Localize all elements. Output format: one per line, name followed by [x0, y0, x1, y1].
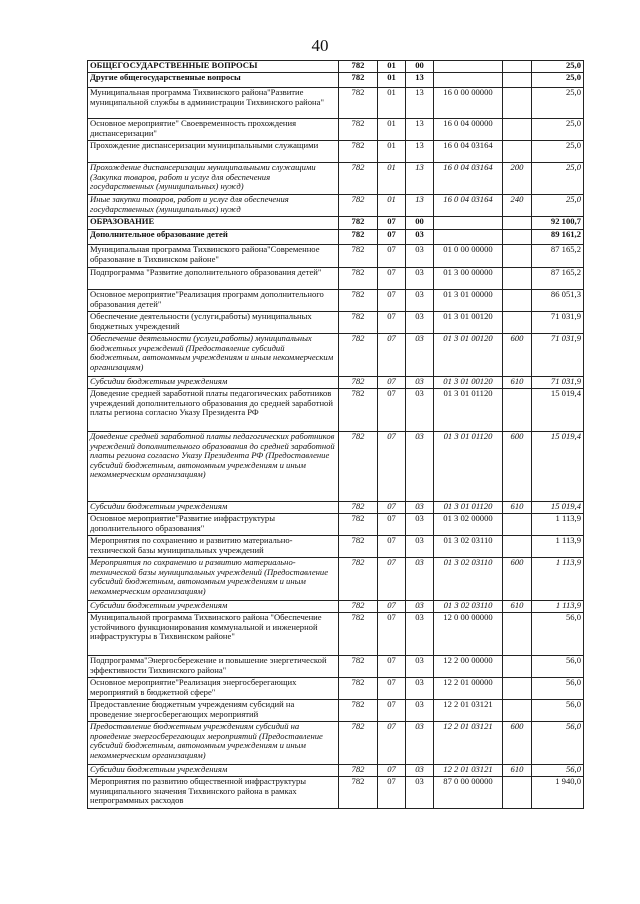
- target-article-cell: [434, 217, 503, 230]
- expense-type-cell: [503, 389, 532, 432]
- table-row: [88, 334, 584, 377]
- amount-cell: 1 940,0: [532, 777, 584, 809]
- subsection-code-cell: 03: [406, 290, 434, 312]
- subsection-code-cell: 03: [406, 377, 434, 389]
- org-code-cell: 782: [339, 536, 378, 558]
- amount-cell: 56,0: [532, 656, 584, 678]
- section-code-cell: 07: [378, 377, 406, 389]
- expense-type-cell: [503, 678, 532, 700]
- table-row: [88, 61, 584, 73]
- row-name-cell: Основное мероприятие"Развитие инфраструктуры дополнительного образования": [88, 514, 339, 536]
- target-article-cell: 16 0 04 00000: [434, 119, 503, 141]
- amount-cell: 25,0: [532, 88, 584, 119]
- section-code-cell: 01: [378, 163, 406, 195]
- subsection-code-cell: 03: [406, 268, 434, 290]
- org-code-cell: 782: [339, 678, 378, 700]
- expense-type-cell: 600: [503, 432, 532, 502]
- row-name-cell: Субсидии бюджетным учреждениям: [88, 377, 339, 389]
- row-name-cell: Обеспечение деятельности (услуги,работы) муниципальных бюджетных учреждений: [88, 312, 339, 334]
- subsection-code-cell: 03: [406, 656, 434, 678]
- amount-cell: 25,0: [532, 73, 584, 88]
- amount-cell: 56,0: [532, 722, 584, 765]
- section-code-cell: 07: [378, 700, 406, 722]
- subsection-code-cell: 13: [406, 73, 434, 88]
- org-code-cell: 782: [339, 312, 378, 334]
- amount-cell: 87 165,2: [532, 268, 584, 290]
- section-code-cell: 07: [378, 536, 406, 558]
- table-row: [88, 601, 584, 613]
- target-article-cell: 01 3 02 03110: [434, 536, 503, 558]
- subsection-code-cell: 13: [406, 141, 434, 163]
- target-article-cell: 12 2 01 03121: [434, 700, 503, 722]
- amount-cell: 15 019,4: [532, 389, 584, 432]
- row-name-cell: Субсидии бюджетным учреждениям: [88, 601, 339, 613]
- target-article-cell: 01 3 01 00120: [434, 334, 503, 377]
- row-name-cell: Муниципальной программа Тихвинского района "Обеспечение устойчивого функционирования коммунальной и инженерной инфраструктуры в Тихвинском районе": [88, 613, 339, 656]
- section-code-cell: 01: [378, 88, 406, 119]
- row-name-cell: Прохождение диспансеризации муниципальными служащими: [88, 141, 339, 163]
- table-row: [88, 88, 584, 119]
- table-row: [88, 432, 584, 502]
- section-code-cell: 01: [378, 141, 406, 163]
- table-row: [88, 722, 584, 765]
- row-name-cell: Предоставление бюджетным учреждениям субсидий на проведение энергосберегающих мероприятий (Предоставление субсидий бюджетным, автономным учреждениям и иным некоммерческим организациям): [88, 722, 339, 765]
- subsection-code-cell: 03: [406, 700, 434, 722]
- amount-cell: 1 113,9: [532, 514, 584, 536]
- section-code-cell: 07: [378, 678, 406, 700]
- table-row: [88, 119, 584, 141]
- subsection-code-cell: 03: [406, 536, 434, 558]
- row-name-cell: Муниципальная программа Тихвинского района"Современное образование в Тихвинском районе": [88, 245, 339, 268]
- row-name-cell: Иные закупки товаров, работ и услуг для обеспечения государственных (муниципальных) нужд: [88, 195, 339, 217]
- table-row: [88, 777, 584, 809]
- table-row: [88, 245, 584, 268]
- expense-type-cell: 610: [503, 502, 532, 514]
- subsection-code-cell: 00: [406, 61, 434, 73]
- subsection-code-cell: 03: [406, 722, 434, 765]
- subsection-code-cell: 03: [406, 558, 434, 601]
- expense-type-cell: [503, 141, 532, 163]
- row-name-cell: Подпрограмма"Энергосбережение и повышение энергетической эффективности Тихвинского района": [88, 656, 339, 678]
- section-code-cell: 07: [378, 722, 406, 765]
- row-name-cell: Субсидии бюджетным учреждениям: [88, 765, 339, 777]
- table-row: [88, 377, 584, 389]
- target-article-cell: [434, 73, 503, 88]
- row-name-cell: Доведение средней заработной платы педагогических работников учреждений дополнительного образования до средней заработной платы региона согласно Указу Президента РФ (Предоставление субсидий бюджетным, автономным учреждениям и иным некоммерческим организациям): [88, 432, 339, 502]
- expense-type-cell: [503, 230, 532, 245]
- section-code-cell: 07: [378, 613, 406, 656]
- org-code-cell: 782: [339, 389, 378, 432]
- section-code-cell: 07: [378, 230, 406, 245]
- expense-type-cell: 600: [503, 558, 532, 601]
- table-row: [88, 141, 584, 163]
- expense-type-cell: [503, 536, 532, 558]
- section-code-cell: 07: [378, 514, 406, 536]
- subsection-code-cell: 03: [406, 678, 434, 700]
- table-body: [88, 61, 584, 809]
- expense-type-cell: 600: [503, 334, 532, 377]
- amount-cell: 56,0: [532, 765, 584, 777]
- org-code-cell: 782: [339, 230, 378, 245]
- expense-type-cell: [503, 290, 532, 312]
- row-name-cell: ОБРАЗОВАНИЕ: [88, 217, 339, 230]
- amount-cell: 25,0: [532, 163, 584, 195]
- subsection-code-cell: 03: [406, 777, 434, 809]
- target-article-cell: 12 2 01 00000: [434, 678, 503, 700]
- org-code-cell: 782: [339, 141, 378, 163]
- amount-cell: 87 165,2: [532, 245, 584, 268]
- org-code-cell: 782: [339, 217, 378, 230]
- row-name-cell: Дополнительное образование детей: [88, 230, 339, 245]
- amount-cell: 25,0: [532, 141, 584, 163]
- subsection-code-cell: 13: [406, 195, 434, 217]
- org-code-cell: 782: [339, 195, 378, 217]
- table-row: [88, 290, 584, 312]
- section-code-cell: 07: [378, 601, 406, 613]
- org-code-cell: 782: [339, 334, 378, 377]
- target-article-cell: 01 3 01 00120: [434, 377, 503, 389]
- org-code-cell: 782: [339, 502, 378, 514]
- expense-type-cell: 240: [503, 195, 532, 217]
- row-name-cell: Другие общегосударственные вопросы: [88, 73, 339, 88]
- target-article-cell: 01 3 01 00120: [434, 312, 503, 334]
- table-row: [88, 613, 584, 656]
- subsection-code-cell: 13: [406, 88, 434, 119]
- row-name-cell: Основное мероприятие" Своевременность прохождения диспансеризации": [88, 119, 339, 141]
- section-code-cell: 07: [378, 290, 406, 312]
- row-name-cell: Обеспечение деятельности (услуги,работы) муниципальных бюджетных учреждений (Предоставление субсидий бюджетным, автономным учреждениям и иным некоммерческим организациям): [88, 334, 339, 377]
- org-code-cell: 782: [339, 119, 378, 141]
- table-row: [88, 195, 584, 217]
- target-article-cell: 01 3 02 03110: [434, 558, 503, 601]
- row-name-cell: ОБЩЕГОСУДАРСТВЕННЫЕ ВОПРОСЫ: [88, 61, 339, 73]
- page-number: 40: [311, 36, 329, 55]
- table-row: [88, 268, 584, 290]
- row-name-cell: Предоставление бюджетным учреждениям субсидий на проведение энергосберегающих мероприятий: [88, 700, 339, 722]
- expense-type-cell: [503, 268, 532, 290]
- row-name-cell: Прохождение диспансеризации муниципальными служащими (Закупка товаров, работ и услуг для обеспечения государственных (муниципальных) нужд): [88, 163, 339, 195]
- section-code-cell: 07: [378, 217, 406, 230]
- table-row: [88, 389, 584, 432]
- target-article-cell: 01 3 01 00000: [434, 290, 503, 312]
- amount-cell: 71 031,9: [532, 334, 584, 377]
- org-code-cell: 782: [339, 245, 378, 268]
- subsection-code-cell: 13: [406, 163, 434, 195]
- target-article-cell: [434, 230, 503, 245]
- target-article-cell: 16 0 04 03164: [434, 141, 503, 163]
- subsection-code-cell: 00: [406, 217, 434, 230]
- org-code-cell: 782: [339, 765, 378, 777]
- expense-type-cell: [503, 61, 532, 73]
- org-code-cell: 782: [339, 290, 378, 312]
- subsection-code-cell: 03: [406, 613, 434, 656]
- amount-cell: 1 113,9: [532, 558, 584, 601]
- table-row: [88, 502, 584, 514]
- amount-cell: 15 019,4: [532, 432, 584, 502]
- section-code-cell: 07: [378, 765, 406, 777]
- row-name-cell: Мероприятия по сохранению и развитию материально-технической базы муниципальных учреждений (Предоставление субсидий бюджетным, автономным учреждениям и иным некоммерческим организациям): [88, 558, 339, 601]
- section-code-cell: 07: [378, 268, 406, 290]
- table-row: [88, 230, 584, 245]
- expense-type-cell: 610: [503, 765, 532, 777]
- row-name-cell: Подпрограмма "Развитие дополнительного образования детей": [88, 268, 339, 290]
- subsection-code-cell: 03: [406, 502, 434, 514]
- target-article-cell: 87 0 00 00000: [434, 777, 503, 809]
- table-row: [88, 765, 584, 777]
- target-article-cell: 01 3 00 00000: [434, 268, 503, 290]
- section-code-cell: 07: [378, 245, 406, 268]
- expense-type-cell: [503, 119, 532, 141]
- amount-cell: 92 100,7: [532, 217, 584, 230]
- target-article-cell: 12 0 00 00000: [434, 613, 503, 656]
- org-code-cell: 782: [339, 722, 378, 765]
- table-row: [88, 514, 584, 536]
- org-code-cell: 782: [339, 432, 378, 502]
- expense-type-cell: 600: [503, 722, 532, 765]
- section-code-cell: 01: [378, 119, 406, 141]
- section-code-cell: 01: [378, 61, 406, 73]
- expense-type-cell: 610: [503, 601, 532, 613]
- section-code-cell: 07: [378, 389, 406, 432]
- amount-cell: 1 113,9: [532, 601, 584, 613]
- org-code-cell: 782: [339, 268, 378, 290]
- subsection-code-cell: 03: [406, 765, 434, 777]
- org-code-cell: 782: [339, 558, 378, 601]
- table-row: [88, 558, 584, 601]
- table-row: [88, 73, 584, 88]
- subsection-code-cell: 03: [406, 601, 434, 613]
- expense-type-cell: 610: [503, 377, 532, 389]
- table-row: [88, 536, 584, 558]
- org-code-cell: 782: [339, 656, 378, 678]
- subsection-code-cell: 03: [406, 432, 434, 502]
- org-code-cell: 782: [339, 377, 378, 389]
- target-article-cell: 01 3 02 03110: [434, 601, 503, 613]
- subsection-code-cell: 03: [406, 245, 434, 268]
- org-code-cell: 782: [339, 601, 378, 613]
- expense-type-cell: [503, 514, 532, 536]
- amount-cell: 25,0: [532, 119, 584, 141]
- expense-type-cell: [503, 777, 532, 809]
- amount-cell: 71 031,9: [532, 312, 584, 334]
- table-row: [88, 656, 584, 678]
- target-article-cell: 01 3 01 01120: [434, 389, 503, 432]
- expense-type-cell: [503, 217, 532, 230]
- section-code-cell: 01: [378, 73, 406, 88]
- org-code-cell: 782: [339, 700, 378, 722]
- org-code-cell: 782: [339, 613, 378, 656]
- expense-type-cell: [503, 245, 532, 268]
- row-name-cell: Мероприятия по развитию общественной инфраструктуры муниципального значения Тихвинского района в рамках непрограммных расходов: [88, 777, 339, 809]
- section-code-cell: 07: [378, 502, 406, 514]
- amount-cell: 89 161,2: [532, 230, 584, 245]
- section-code-cell: 07: [378, 777, 406, 809]
- amount-cell: 25,0: [532, 61, 584, 73]
- section-code-cell: 01: [378, 195, 406, 217]
- amount-cell: 25,0: [532, 195, 584, 217]
- amount-cell: 56,0: [532, 613, 584, 656]
- subsection-code-cell: 03: [406, 334, 434, 377]
- row-name-cell: Основное мероприятие"Реализация энергосберегающих мероприятий в бюджетной сфере": [88, 678, 339, 700]
- subsection-code-cell: 03: [406, 389, 434, 432]
- org-code-cell: 782: [339, 61, 378, 73]
- section-code-cell: 07: [378, 312, 406, 334]
- section-code-cell: 07: [378, 334, 406, 377]
- target-article-cell: 12 2 00 00000: [434, 656, 503, 678]
- amount-cell: 1 113,9: [532, 536, 584, 558]
- target-article-cell: 16 0 00 00000: [434, 88, 503, 119]
- table-row: [88, 678, 584, 700]
- target-article-cell: 01 3 01 01120: [434, 502, 503, 514]
- org-code-cell: 782: [339, 163, 378, 195]
- subsection-code-cell: 03: [406, 230, 434, 245]
- expense-type-cell: [503, 312, 532, 334]
- org-code-cell: 782: [339, 777, 378, 809]
- amount-cell: 56,0: [532, 678, 584, 700]
- target-article-cell: 01 3 02 00000: [434, 514, 503, 536]
- subsection-code-cell: 03: [406, 514, 434, 536]
- target-article-cell: [434, 61, 503, 73]
- amount-cell: 15 019,4: [532, 502, 584, 514]
- target-article-cell: 12 2 01 03121: [434, 765, 503, 777]
- target-article-cell: 16 0 04 03164: [434, 163, 503, 195]
- row-name-cell: Мероприятия по сохранению и развитию материально-технической базы муниципальных учреждений: [88, 536, 339, 558]
- row-name-cell: Муниципальная программа Тихвинского района"Развитие муниципальной службы в администрации Тихвинского района": [88, 88, 339, 119]
- org-code-cell: 782: [339, 88, 378, 119]
- expense-type-cell: [503, 88, 532, 119]
- expense-type-cell: [503, 73, 532, 88]
- section-code-cell: 07: [378, 432, 406, 502]
- target-article-cell: 12 2 01 03121: [434, 722, 503, 765]
- expense-type-cell: [503, 656, 532, 678]
- amount-cell: 86 051,3: [532, 290, 584, 312]
- row-name-cell: Субсидии бюджетным учреждениям: [88, 502, 339, 514]
- org-code-cell: 782: [339, 73, 378, 88]
- subsection-code-cell: 03: [406, 312, 434, 334]
- subsection-code-cell: 13: [406, 119, 434, 141]
- expense-type-cell: 200: [503, 163, 532, 195]
- budget-table: [87, 60, 584, 809]
- target-article-cell: 16 0 04 03164: [434, 195, 503, 217]
- table-row: [88, 700, 584, 722]
- section-code-cell: 07: [378, 656, 406, 678]
- section-code-cell: 07: [378, 558, 406, 601]
- expense-type-cell: [503, 613, 532, 656]
- table-row: [88, 163, 584, 195]
- table-row: [88, 312, 584, 334]
- target-article-cell: 01 3 01 01120: [434, 432, 503, 502]
- amount-cell: 56,0: [532, 700, 584, 722]
- row-name-cell: Доведение средней заработной платы педагогических работников учреждений дополнительного образования до средней заработной платы региона согласно Указу Президента РФ: [88, 389, 339, 432]
- expense-type-cell: [503, 700, 532, 722]
- table-row: [88, 217, 584, 230]
- amount-cell: 71 031,9: [532, 377, 584, 389]
- org-code-cell: 782: [339, 514, 378, 536]
- target-article-cell: 01 0 00 00000: [434, 245, 503, 268]
- row-name-cell: Основное мероприятие"Реализация программ дополнительного образования детей": [88, 290, 339, 312]
